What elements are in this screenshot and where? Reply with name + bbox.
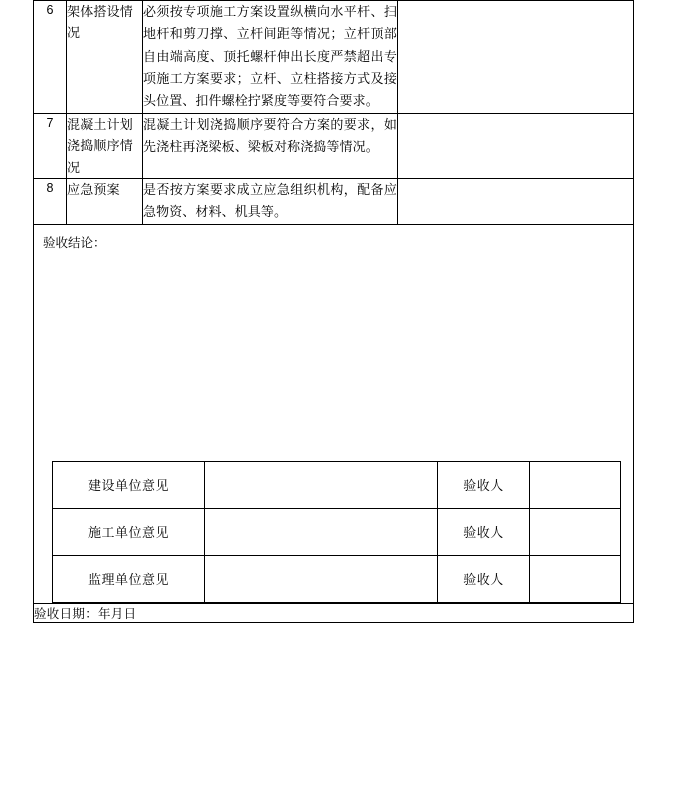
row-item: 应急预案: [67, 179, 143, 225]
row-description: 必须按专项施工方案设置纵横向水平杆、扫地杆和剪刀撑、立杆间距等情况；立杆顶部自由端高度、顶托螺杆伸出长度严禁超出专项施工方案要求；立杆、立柱搭接方式及接头位置、扣件螺栓拧紧度等要符合要求。: [143, 1, 398, 114]
signature-sign[interactable]: [530, 555, 621, 602]
date-row: [34, 603, 634, 622]
signature-table: [52, 461, 621, 603]
conclusion-label: 验收结论：: [43, 235, 106, 250]
signature-opinion[interactable]: [205, 461, 438, 508]
acceptance-date[interactable]: 验收日期：年月日: [34, 603, 634, 622]
table-row: [34, 179, 634, 225]
row-result[interactable]: [398, 113, 634, 178]
conclusion-row: [34, 224, 634, 603]
signature-opinion[interactable]: [205, 508, 438, 555]
signature-sign[interactable]: [530, 508, 621, 555]
row-number: 6: [34, 1, 67, 114]
table-row: [34, 1, 634, 114]
row-number: 8: [34, 179, 67, 225]
signature-label: 施工单位意见: [53, 508, 205, 555]
signature-row: [53, 461, 621, 508]
row-result[interactable]: [398, 1, 634, 114]
signature-opinion[interactable]: [205, 555, 438, 602]
signature-sign[interactable]: [530, 461, 621, 508]
row-description: 混凝土计划浇捣顺序要符合方案的要求，如先浇柱再浇梁板、梁板对称浇捣等情况。: [143, 113, 398, 178]
row-result[interactable]: [398, 179, 634, 225]
signature-row: [53, 555, 621, 602]
row-item: 混凝土计划浇捣顺序情况: [67, 113, 143, 178]
signature-person-label: 验收人: [438, 461, 530, 508]
conclusion-text-area[interactable]: [34, 253, 633, 461]
row-item: 架体搭设情况: [67, 1, 143, 114]
signature-label: 监理单位意见: [53, 555, 205, 602]
table-row: [34, 113, 634, 178]
signature-row: [53, 508, 621, 555]
conclusion-cell: [34, 224, 634, 603]
row-number: 7: [34, 113, 67, 178]
signature-label: 建设单位意见: [53, 461, 205, 508]
acceptance-table: [33, 0, 634, 623]
signature-person-label: 验收人: [438, 508, 530, 555]
signature-person-label: 验收人: [438, 555, 530, 602]
row-description: 是否按方案要求成立应急组织机构，配备应急物资、材料、机具等。: [143, 179, 398, 225]
